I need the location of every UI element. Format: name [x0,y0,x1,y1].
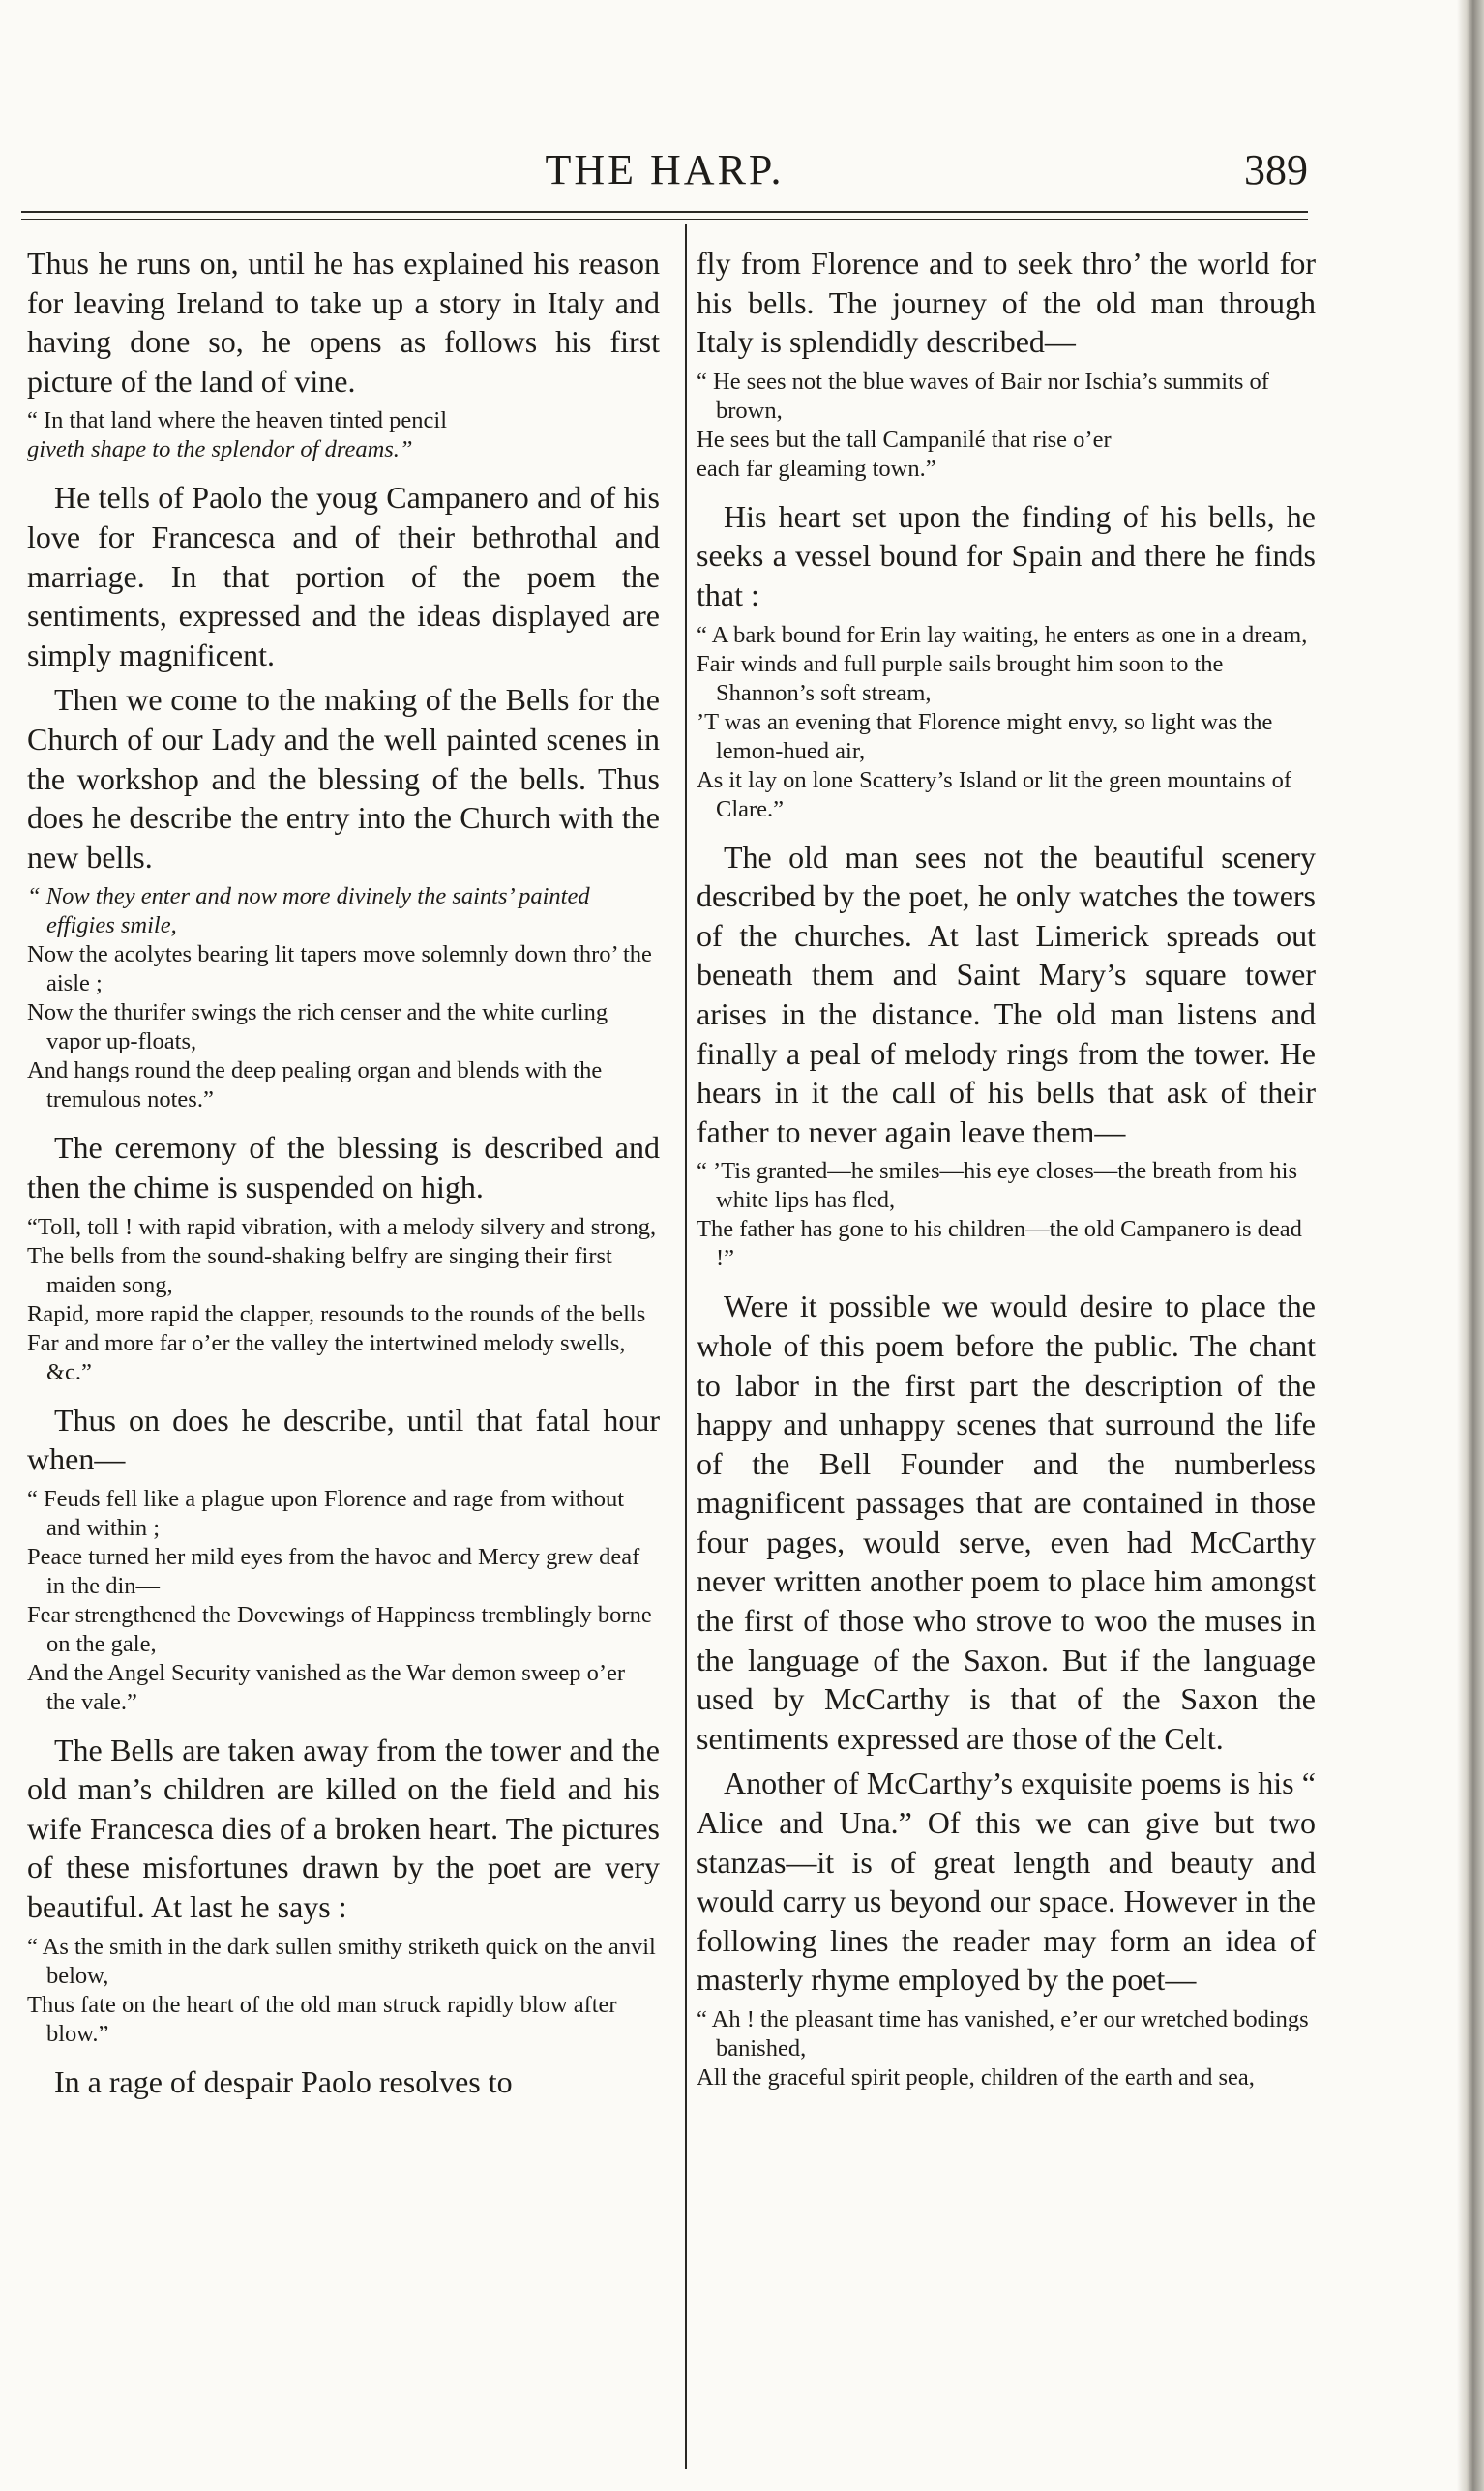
paragraph: fly from Florence and to seek thro’ the world for his bells. The journey of the old man through Italy is splendidly described— [697,246,1316,360]
verse-quote [27,1213,660,1387]
verse-line: “ As the smith in the dark sullen smithy striketh quick on the anvil below, [27,1933,656,1989]
verse-line: Peace turned her mild eyes from the havoc and Mercy grew deaf in the din— [27,1543,640,1599]
verse-line: “ A bark bound for Erin lay waiting, he enters as one in a dream, [697,621,1308,648]
verse-line: Fair winds and full purple sails brought him soon to the Shannon’s soft stream, [697,650,1224,706]
verse-line: As it lay on lone Scattery’s Island or lit the green mountains of Clare.” [697,766,1292,822]
verse-line: Now the thurifer swings the rich censer and the white curling vapor up-floats, [27,999,608,1055]
header-rule [21,211,1308,213]
verse-quote [697,1157,1316,1273]
paragraph: The old man sees not the beautiful scenery described by the poet, he only watches the towers of the churches. At last Limerick spreads out beneath them and Saint Mary’s square tower arises in the distance. The old man listens and finally a peal of melody rings from the tower. He hears in it the call of his bells that ask of their father to never again leave them— [697,839,1316,1149]
verse-quote [27,882,660,1114]
paragraph: In a rage of despair Paolo resolves to [54,2063,513,2099]
verse-line: He sees but the tall Campanilé that rise o’er [697,426,1112,453]
verse-line: Fear strengthened the Dovewings of Happiness tremblingly borne on the gale, [27,1601,652,1657]
paragraph: The Bells are taken away from the tower and the old man’s children are killed on the field and his wife Francesca dies of a broken heart. The pictures of these misfortunes drawn by the poet are very beautiful. At last he says : [27,1732,660,1925]
verse-line: “Toll, toll ! with rapid vibration, with a melody silvery and strong, [27,1213,657,1240]
verse-line: Now the acolytes bearing lit tapers move solemnly down thro’ the aisle ; [27,941,652,997]
verse-quote [697,621,1316,824]
paragraph: He tells of Paolo the youg Campanero and of his love for Francesca and of their bethrothal and marriage. In that portion of the poem the sentiments, expressed and the ideas displayed are simply magnificent. [27,480,660,672]
paragraph: His heart set upon the finding of his bells, he seeks a vessel bound for Spain and there he finds that : [697,498,1316,612]
verse-line: “ Feuds fell like a plague upon Florence and rage from without and within ; [27,1485,625,1541]
paragraph: Another of McCarthy’s exquisite poems is his “ Alice and Una.” Of this we can give but two stanzas—it is of great length and beauty and would carry us beyond our space. However in the following lines the reader may form an idea of masterly rhyme employed by the poet— [697,1765,1316,1998]
verse-quote [697,368,1316,484]
verse-line: “ In that land where the heaven tinted pencil [27,407,448,434]
running-title: THE HARP. [545,146,785,193]
verse-line: “ ’Tis granted—he smiles—his eye closes—the breath from his white lips has fled, [697,1158,1298,1214]
verse-line: “ Ah ! the pleasant time has vanished, e’er our wretched bodings banished, [697,2006,1309,2061]
verse-line: ’T was an evening that Florence might envy, so light was the lemon-hued air, [697,708,1273,764]
paragraph: Thus he runs on, until he has explained his reason for leaving Ireland to take up a story in Italy and having done so, he opens as follows his first picture of the land of vine. [27,246,660,399]
verse-line: giveth shape to the splendor of dreams.” [27,436,413,463]
paragraph: Were it possible we would desire to place the whole of this poem before the public. The chant to labor in the first part the description of the happy and unhappy scenes that surround the life of the Bell Founder and the numberless magnificent passages that are contained in those four pages, would serve, even had McCarthy never written another poem to place him amongst the first of those who strove to woo the muses in the language of the Saxon. But if the language used by McCarthy is that of the Saxon the sentiments expressed are those of the Celt. [697,1289,1316,1756]
page-header [21,145,1308,203]
verse-line: And hangs round the deep pealing organ and blends with the tremulous notes.” [27,1057,603,1113]
verse-line: The father has gone to his children—the old Campanero is dead !” [697,1216,1302,1272]
verse-line: “ Now they enter and now more divinely the saints’ painted effigies smile, [27,883,590,939]
left-column [27,244,660,2459]
verse-line: The bells from the sound-shaking belfry are singing their first maiden song, [27,1242,612,1298]
paragraph: Then we come to the making of the Bells for the Church of our Lady and the well painted scenes in the workshop and the blessing of the bells. Thus does he describe the entry into the Church with the new bells. [27,682,660,875]
verse-quote [27,1485,660,1717]
verse-quote [697,2005,1316,2092]
right-column [697,244,1316,2459]
column-divider [685,224,687,2469]
verse-quote [27,1933,660,2049]
verse-line: Far and more far o’er the valley the intertwined melody swells, &c.” [27,1329,626,1385]
verse-line: Rapid, more rapid the clapper, resounds to the rounds of the bells [27,1300,646,1327]
verse-line: All the graceful spirit people, children of the earth and sea, [697,2064,1255,2091]
verse-line: “ He sees not the blue waves of Bair nor Ischia’s summits of brown, [697,368,1269,424]
page-edge-shadow [1457,0,1484,2491]
page-number: 389 [1244,146,1308,193]
header-rule-thin [21,219,1308,220]
verse-line: each far gleaming town.” [697,455,936,482]
verse-line: And the Angel Security vanished as the War demon sweep o’er the vale.” [27,1659,626,1715]
paragraph: Thus on does he describe, until that fatal hour when— [27,1402,660,1477]
verse-line: Thus fate on the heart of the old man struck rapidly blow after blow.” [27,1991,617,2047]
paragraph: The ceremony of the blessing is described and then the chime is suspended on high. [27,1130,660,1204]
verse-quote [27,406,660,464]
